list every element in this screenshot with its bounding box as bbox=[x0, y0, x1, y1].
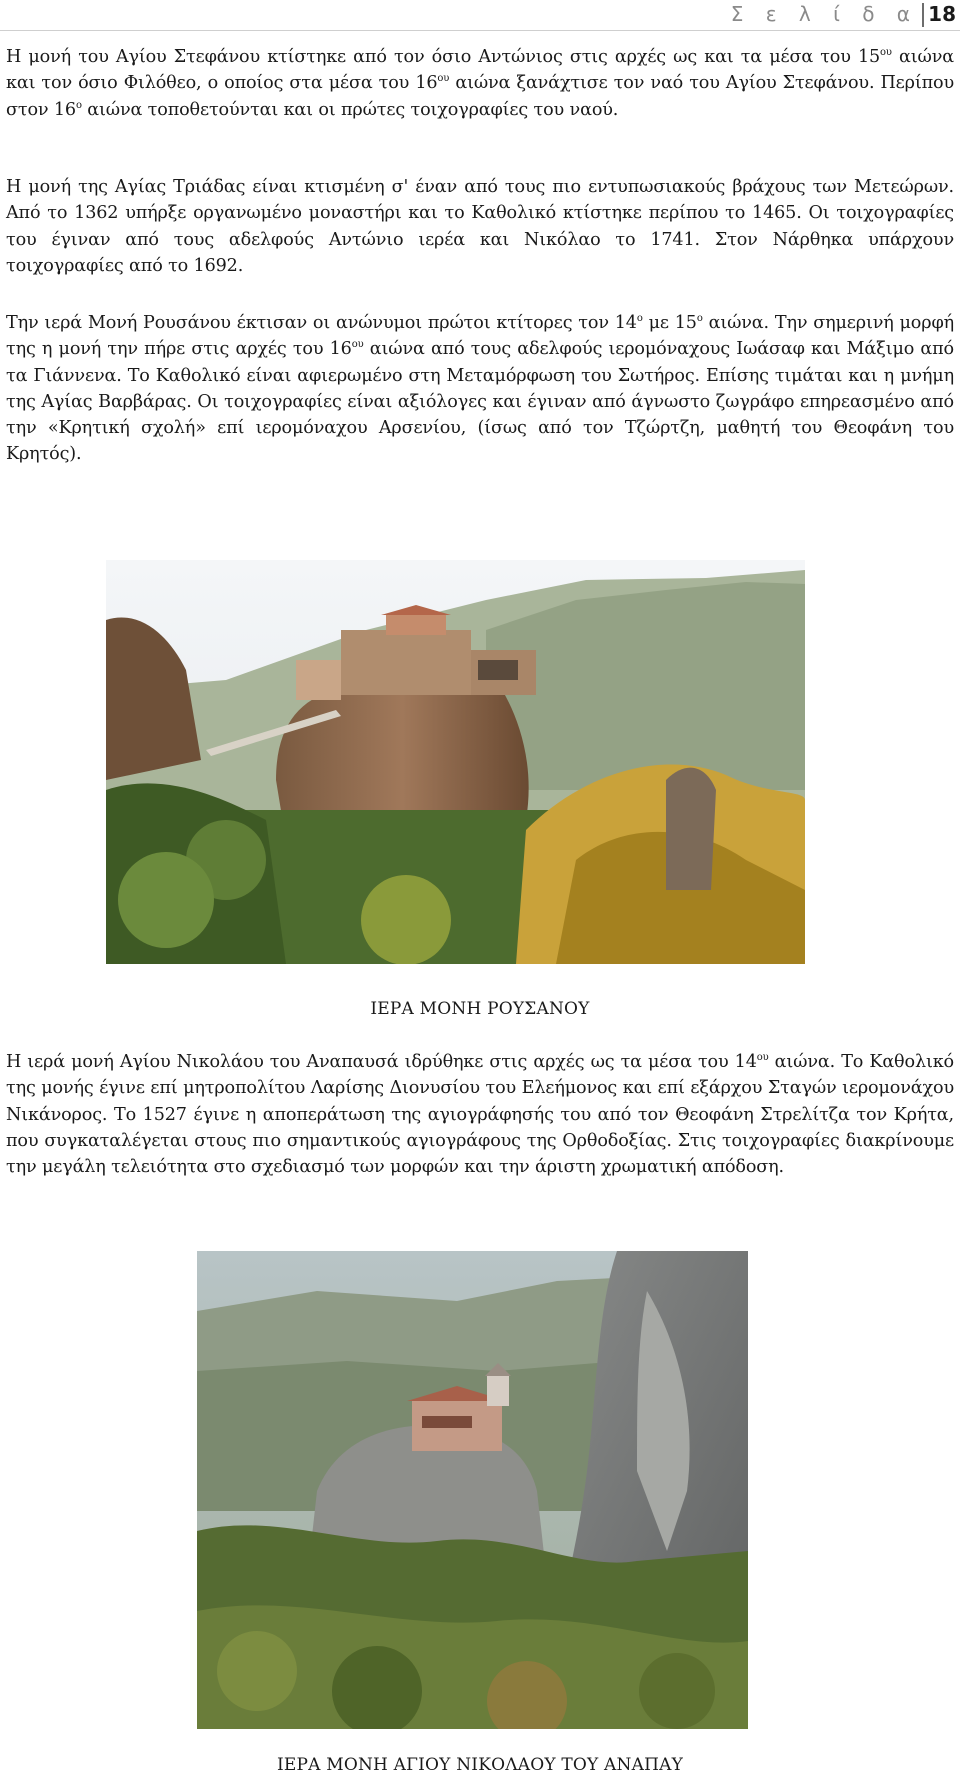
ordinal-suffix: ο bbox=[696, 313, 703, 324]
paragraph-text: με 15 bbox=[642, 313, 697, 333]
paragraph-text: Η ιερά μονή Αγίου Νικολάου του Αναπαυσά ιδρύθηκε στις αρχές ως τα μέσα του 14 bbox=[6, 1052, 757, 1072]
rousanou-monastery-photo bbox=[106, 560, 805, 964]
paragraph-text: αιώνα ξανάχτισε τον ναό του Αγίου Στεφάνου. Περίπου στον 16 bbox=[6, 73, 954, 120]
paragraph-text: αιώνα. Το Καθολικό της μονής έγινε επί μητροπολίτου Λαρίσης Διονυσίου του Ελεήμονος και επί εξάρχου Σταγών ιερομονάχου Νικάνορος. Το 1527 έγινε η αποπεράτωση της αγιογράφησής του από τον Θεοφάνη Στρελίτζα τον Κρήτα, που συγκαταλέγεται στους πιο σημαντικούς αγιογράφους της Ορθοδοξίας. Στις τοιχογραφίες διακρίνουμε την μεγάλη τελειότητα στο σχεδιασμό των μορφών και την άριστη χρωματική απόδοση. bbox=[6, 1052, 954, 1178]
paragraph-agios-stefanos bbox=[6, 44, 954, 123]
ordinal-suffix: ου bbox=[437, 73, 450, 85]
paragraph-text: αιώνα από τους αδελφούς ιερομόναχους Ιωάσαφ και Μάξιμο από τα Γιάννενα. Το Καθολικό είναι αφιερωμένο στη Μεταμόρφωση του Σωτήρος. Επίσης τιμάται και η μνήμη της Αγίας Βαρβάρας. Οι τοιχογραφίες είναι αξιόλογες και έγιναν από άγνωστο ζωγράφο επηρεασμένο από την «Κρητική σχολή» επί ιερομόναχου Αρσενίου, (ίσως από τον Τζώρτζη, μαθητή του Θεοφάνη του Κρητός). bbox=[6, 339, 954, 465]
paragraph-text: αιώνα. Την σημερινή μορφή της η μονή την πήρε στις αρχές του 16 bbox=[6, 313, 955, 360]
page-label: Σ ε λ ί δ α bbox=[730, 2, 918, 26]
paragraph-text: αιώνα και τον όσιο Φιλόθεο, ο οποίος στα μέσα του 16 bbox=[6, 47, 954, 94]
ordinal-suffix: ου bbox=[880, 47, 892, 58]
ordinal-suffix: ο bbox=[636, 313, 643, 324]
paragraph-agia-triada: Η μονή της Αγίας Τριάδας είναι κτισμένη σ' έναν από τους πιο εντυπωσιακούς βράχους των Μετεώρων. Από το 1362 υπήρξε οργανωμένο μοναστήρι και το Καθολικό κτίστηκε περίπου το 1465. Οι τοιχογραφίες του έγιναν από τους αδελφούς Αντώνιο ιερέα και Νικόλαο το 1741. Στον Νάρθηκα υπάρχουν τοιχογραφίες από το 1692. bbox=[6, 177, 954, 276]
figure-caption: ΙΕΡΑ ΜΟΝΗ ΡΟΥΣΑΝΟΥ bbox=[370, 999, 590, 1019]
paragraph-agios-nikolaos bbox=[6, 1049, 954, 1180]
agios-nikolaos-monastery-photo bbox=[197, 1251, 748, 1729]
paragraph-text: αιώνα τοποθετούνται και οι πρώτες τοιχογραφίες του ναού. bbox=[81, 99, 619, 120]
paragraph-text: Η μονή του Αγίου Στεφάνου κτίστηκε από τον όσιο Αντώνιος στις αρχές ως και τα μέσα του 15 bbox=[6, 47, 881, 67]
page-number: 18 bbox=[928, 2, 956, 26]
ordinal-suffix: ο bbox=[75, 99, 82, 111]
header-separator bbox=[922, 3, 924, 27]
paragraph-rousanou bbox=[6, 310, 954, 468]
ordinal-suffix: ου bbox=[756, 1052, 769, 1063]
ordinal-suffix: ου bbox=[351, 339, 364, 351]
paragraph-text: Την ιερά Μονή Ρουσάνου έκτισαν οι ανώνυμοι πρώτοι κτίτορες τον 14 bbox=[6, 313, 637, 333]
page-header bbox=[0, 0, 960, 31]
figure-caption: ΙΕΡΑ ΜΟΝΗ ΑΓΙΟΥ ΝΙΚΟΛΑΟΥ ΤΟΥ ΑΝΑΠΑΥ bbox=[276, 1755, 684, 1775]
